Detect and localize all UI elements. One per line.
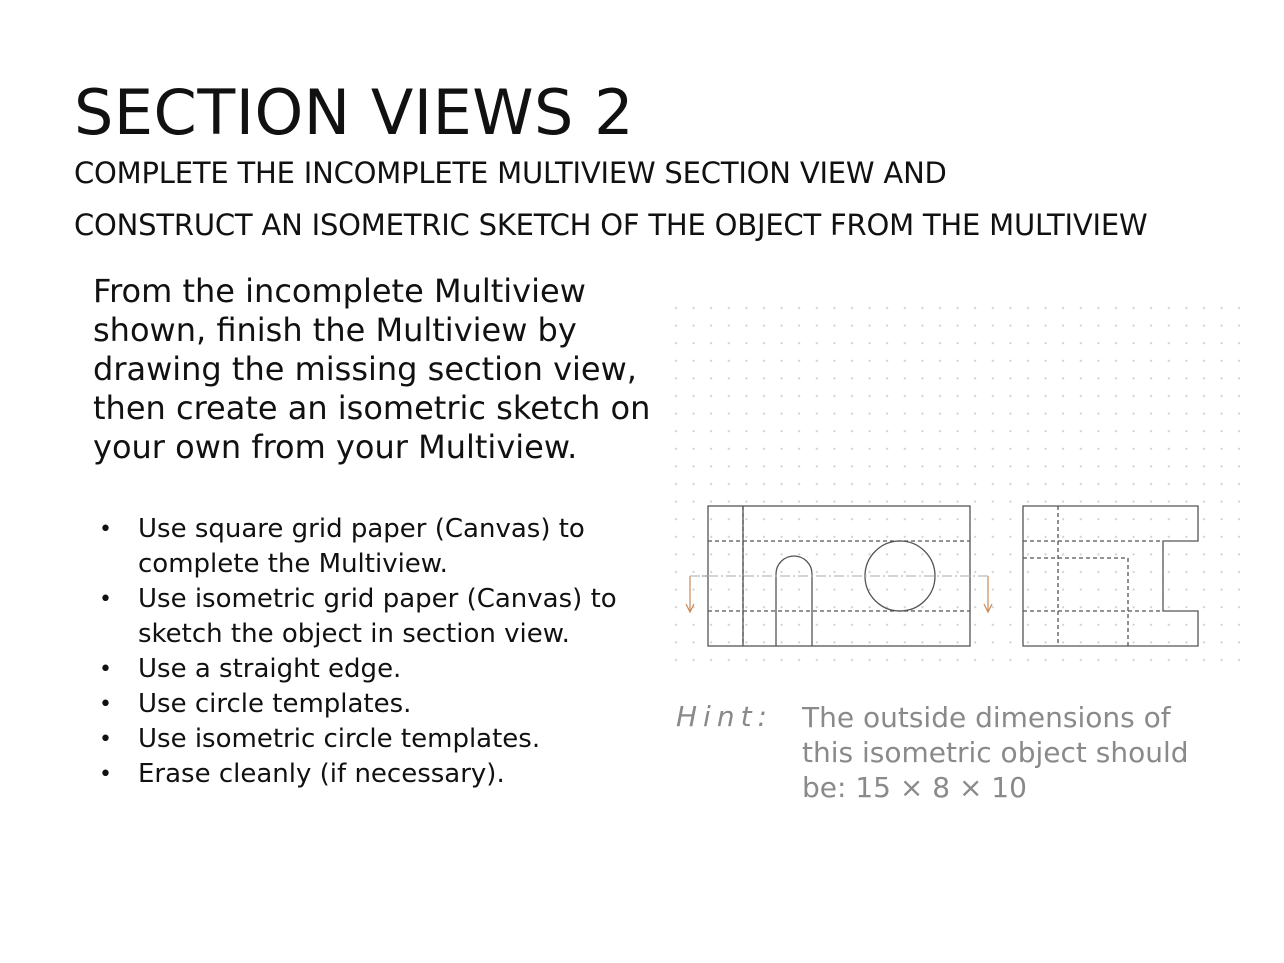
bullet-icon: • xyxy=(99,517,112,542)
list-item: • Erase cleanly (if necessary). xyxy=(93,757,668,792)
bullet-icon: • xyxy=(99,692,112,717)
list-item: • Use square grid paper (Canvas) to complete the Multiview. xyxy=(99,514,585,579)
grid-dots xyxy=(668,296,1240,668)
bullet-icon: • xyxy=(99,587,112,612)
multiview-svg xyxy=(668,296,1240,668)
subtitle-line-1: COMPLETE THE INCOMPLETE MULTIVIEW SECTION VIEW AND xyxy=(74,156,947,190)
page-title: SECTION VIEWS 2 xyxy=(74,76,635,149)
hint-text: The outside dimensions of this isometric object should be: 15 × 8 × 10 xyxy=(802,701,1189,804)
bullet-icon: • xyxy=(99,762,112,787)
multiview-drawing xyxy=(668,296,1240,672)
intro-paragraph: From the incomplete Multiview shown, finish the Multiview by drawing the missing section view, then create an isometric sketch on your own from your Multiview. xyxy=(93,272,651,466)
bullet-icon: • xyxy=(99,657,112,682)
instruction-list xyxy=(93,512,668,792)
hint-label: Hint: xyxy=(676,700,773,733)
bullet-icon: • xyxy=(99,727,112,752)
list-item: • Use circle templates. xyxy=(93,687,668,722)
list-item: • Use isometric grid paper (Canvas) to sketch the object in section view. xyxy=(99,584,617,649)
subtitle-line-2: CONSTRUCT AN ISOMETRIC SKETCH OF THE OBJECT FROM THE MULTIVIEW xyxy=(74,208,1148,242)
list-item: • Use a straight edge. xyxy=(93,652,668,687)
list-item: • Use isometric circle templates. xyxy=(93,722,668,757)
